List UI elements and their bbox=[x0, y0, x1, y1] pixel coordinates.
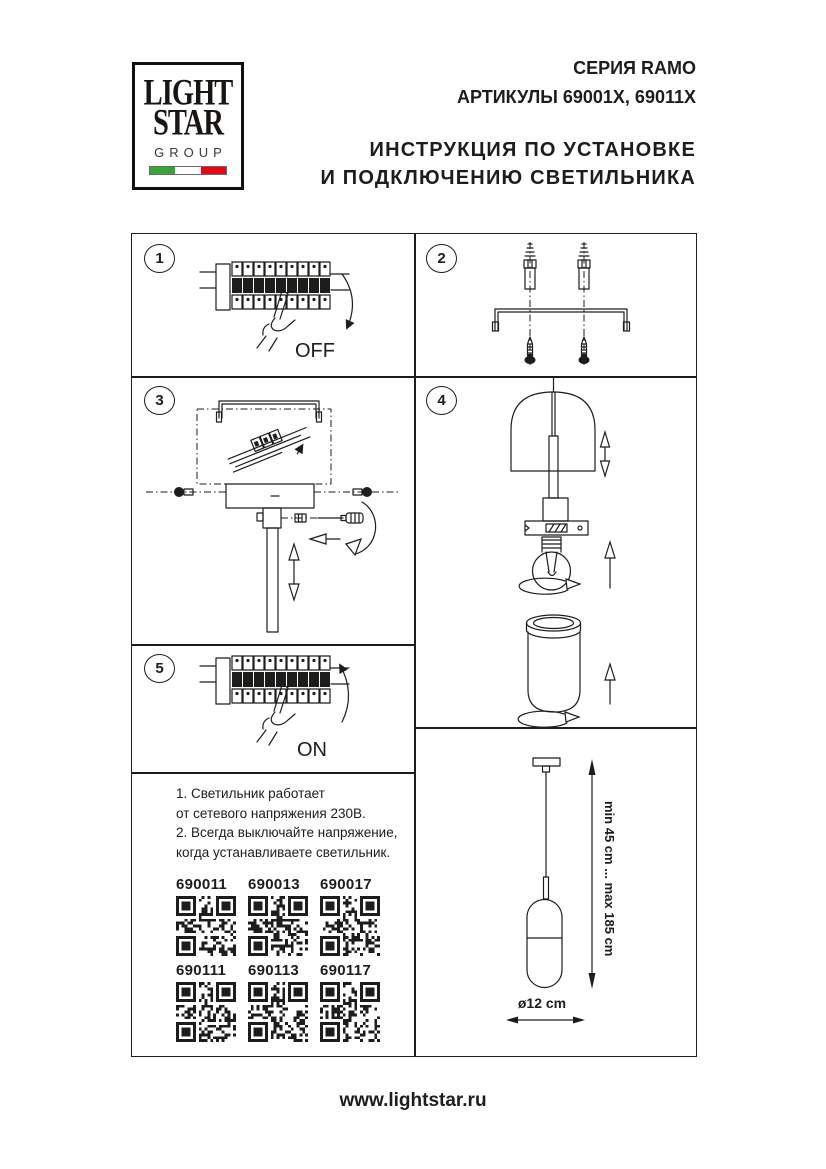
dome-shade bbox=[511, 392, 595, 471]
left-arrow-icon bbox=[310, 534, 340, 544]
arrow-up-icon bbox=[340, 665, 349, 722]
up-down-arrow-icon bbox=[289, 544, 299, 600]
note-line: 2. Всегда выключайте напряжение, bbox=[176, 825, 398, 840]
article-number: 690117 bbox=[320, 962, 372, 979]
qr-code bbox=[320, 982, 380, 1042]
step-number: 1 bbox=[155, 250, 164, 267]
dimensions-panel bbox=[414, 727, 696, 1056]
safety-notes bbox=[176, 784, 397, 862]
capsule-shade bbox=[527, 900, 562, 988]
step-number: 4 bbox=[437, 392, 446, 409]
circuit-breaker-icon bbox=[200, 262, 349, 310]
qr-code bbox=[248, 896, 308, 956]
height-dimension-line bbox=[589, 759, 596, 989]
circuit-breaker-icon bbox=[200, 656, 349, 704]
qr-code bbox=[320, 896, 380, 956]
canopy-plate bbox=[226, 484, 314, 508]
qr-code bbox=[176, 982, 236, 1042]
mounting-bracket-icon bbox=[217, 401, 322, 422]
diameter-label: ø12 cm bbox=[517, 995, 567, 1011]
instruction-grid bbox=[131, 233, 697, 1057]
page-title bbox=[320, 136, 696, 192]
title-line-1: ИНСТРУКЦИЯ ПО УСТАНОВКЕ bbox=[369, 139, 696, 161]
step-number-badge bbox=[144, 244, 175, 273]
step-number: 3 bbox=[155, 392, 164, 409]
terminal-block-icon bbox=[225, 419, 314, 478]
qr-code bbox=[248, 982, 308, 1042]
off-label: OFF bbox=[295, 340, 335, 362]
step-number-badge bbox=[426, 244, 457, 273]
step-4-panel bbox=[414, 376, 696, 727]
flag-green bbox=[150, 167, 175, 174]
header-series-block bbox=[457, 54, 696, 112]
step-number-badge bbox=[426, 386, 457, 415]
series-title: СЕРИЯ RAMO bbox=[573, 58, 696, 78]
article-number: 690113 bbox=[248, 962, 300, 979]
article-number: 690111 bbox=[176, 962, 227, 979]
canopy-mounting-drawing bbox=[132, 376, 414, 644]
step-2-panel bbox=[414, 234, 696, 376]
lamp-assembly-drawing bbox=[414, 376, 696, 727]
rotate-arrow-icon bbox=[519, 578, 580, 594]
pendant-rod bbox=[267, 528, 278, 632]
diameter-dimension-line bbox=[506, 1017, 585, 1024]
flag-white bbox=[175, 167, 200, 174]
rotate-arrow-icon bbox=[518, 711, 579, 727]
neck bbox=[544, 877, 549, 899]
screw-icon bbox=[579, 337, 590, 364]
logo-word-group: GROUP bbox=[154, 145, 227, 160]
ceiling-plate bbox=[533, 758, 560, 766]
step-number-badge bbox=[144, 386, 175, 415]
articles-title: АРТИКУЛЫ 69001X, 69011X bbox=[456, 87, 696, 107]
notes-panel bbox=[132, 772, 414, 1056]
rotate-arrow-icon bbox=[346, 502, 376, 555]
step-number: 2 bbox=[437, 250, 446, 267]
article-number: 690011 bbox=[176, 876, 228, 893]
up-down-arrow-icon bbox=[601, 432, 610, 476]
italian-flag-stripe bbox=[149, 166, 227, 175]
article-number: 690017 bbox=[320, 876, 372, 893]
title-line-2: И ПОДКЛЮЧЕНИЮ СВЕТИЛЬНИКА bbox=[320, 167, 696, 189]
logo-word-light: LIGHT bbox=[143, 71, 233, 113]
height-range-label: min 45 cm ... max 185 cm bbox=[602, 801, 617, 957]
logo-word-star: STAR bbox=[152, 101, 224, 143]
rod-stem bbox=[549, 436, 558, 498]
up-arrow-icon bbox=[605, 542, 615, 588]
arrow-down-icon bbox=[342, 274, 352, 328]
note-line: 1. Светильник работает bbox=[176, 786, 325, 801]
note-line: от сетевого напряжения 230В. bbox=[176, 805, 366, 821]
screw-icon bbox=[525, 337, 536, 364]
note-line: когда устанавливаете светильник. bbox=[176, 844, 391, 860]
step-number-badge bbox=[144, 654, 175, 683]
website-url: www.lightstar.ru bbox=[339, 1090, 487, 1111]
on-label: ON bbox=[297, 739, 327, 761]
up-arrow-icon bbox=[605, 664, 615, 704]
lightstar-logo bbox=[132, 62, 244, 190]
screwdriver-icon bbox=[318, 513, 363, 523]
stem-holder bbox=[263, 508, 281, 528]
step-1-panel bbox=[132, 234, 414, 376]
flag-red bbox=[201, 167, 226, 174]
mounting-bracket-icon bbox=[493, 309, 630, 331]
qr-code bbox=[176, 896, 236, 956]
glass-cylinder-icon bbox=[527, 615, 581, 712]
step-5-panel bbox=[132, 644, 414, 772]
article-number: 690013 bbox=[248, 876, 300, 893]
socket-block bbox=[543, 498, 568, 521]
light-bulb-icon bbox=[533, 537, 571, 590]
side-screw-icon bbox=[353, 487, 372, 497]
step-number: 5 bbox=[155, 660, 164, 677]
mounting-plate bbox=[525, 521, 588, 535]
step-3-panel bbox=[132, 376, 414, 644]
